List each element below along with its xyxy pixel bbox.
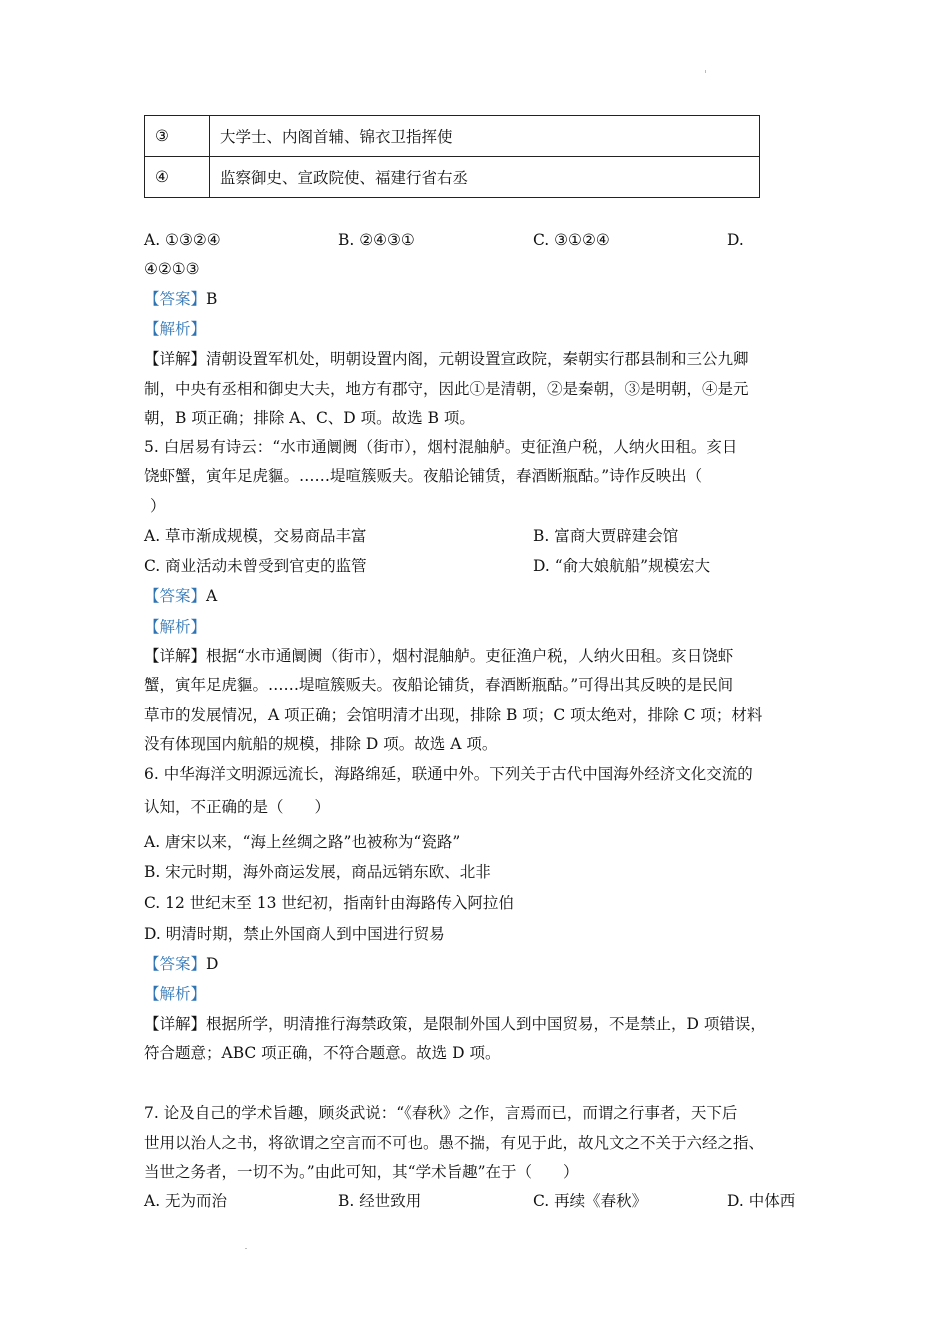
q5-option-b: B. 富商大贾辟建会馆 (533, 527, 679, 545)
q5-stem-line-2: 饶虾蟹，寅年足虎貙。……堤喧簇贩夫。夜船论铺赁，春酒断瓶酤。”诗作反映出（ (144, 467, 703, 485)
q4-option-d: D. (727, 231, 744, 249)
q7-stem-line-3: 当世之务者，一切不为。”由此可知，其“学术旨趣”在于（ ） (144, 1163, 579, 1181)
q4-answer (144, 289, 217, 309)
q6-stem-line-2: 认知，不正确的是（ ） (144, 798, 331, 816)
page-marker-dot (705, 70, 706, 73)
q5-answer (144, 586, 217, 606)
q7-option-b: B. 经世致用 (338, 1192, 422, 1210)
q6-detail-line-2: 符合题意；ABC 项正确，不符合题意。故选 D 项。 (144, 1044, 501, 1062)
q5-detail-line-3: 草市的发展情况，A 项正确；会馆明清才出现，排除 B 项；C 项太绝对，排除 C 项；材料 (144, 706, 763, 724)
options-table (144, 115, 760, 198)
q5-detail-line-1 (144, 646, 733, 666)
q7-stem-line-2: 世用以治人之书，将欲谓之空言而不可也。愚不揣，有见于此，故凡文之不关于六经之指、 (144, 1134, 765, 1152)
q7-stem-line-1: 7. 论及自己的学术旨趣，顾炎武说：“《春秋》之作，言焉而已，而谓之行事者，天下后 (144, 1104, 738, 1122)
table-cell-text: 大学士、内阁首辅、锦衣卫指挥使 (210, 116, 760, 157)
q5-detail-line-2: 蟹，寅年足虎貙。……堤喧簇贩夫。夜船论铺货，春酒断瓶酤。”可得出其反映的是民间 (144, 676, 734, 694)
q6-answer (144, 954, 218, 974)
detail-label: 【详解】 (144, 1015, 207, 1033)
answer-label: 【答案】 (144, 955, 207, 973)
q7-option-c: C. 再续《春秋》 (533, 1192, 648, 1210)
q6-stem-line-1: 6. 中华海洋文明源远流长，海路绵延，联通中外。下列关于古代中国海外经济文化交流的 (144, 765, 753, 783)
answer-value: B (206, 290, 218, 308)
q7-option-d: D. 中体西 (727, 1192, 796, 1210)
q5-option-a: A. 草市渐成规模，交易商品丰富 (144, 527, 367, 545)
q6-option-c: C. 12 世纪末至 13 世纪初，指南针由海路传入阿拉伯 (144, 894, 514, 912)
q4-option-b: B. ②④③① (338, 231, 415, 249)
detail-label: 【详解】 (144, 350, 207, 368)
detail-text: 清朝设置军机处，明朝设置内阁，元朝设置宣政院，秦朝实行郡县制和三公九卿 (206, 350, 749, 368)
table-row (145, 116, 760, 157)
q4-detail-line-2: 制，中央有丞相和御史大夫，地方有郡守，因此①是清朝，②是秦朝，③是明朝，④是元 (144, 380, 749, 398)
q4-option-d-value: ④②①③ (144, 260, 200, 278)
q4-analysis-label: 【解析】 (144, 320, 207, 338)
answer-label: 【答案】 (144, 587, 207, 605)
q4-detail-line-1 (144, 349, 749, 369)
q4-option-c: C. ③①②④ (533, 231, 610, 249)
q5-stem-line-3: ） (150, 497, 166, 515)
q6-detail-line-1 (144, 1014, 766, 1034)
q5-option-d: D. “俞大娘航船”规模宏大 (533, 557, 711, 575)
table-cell-text: 监察御史、宣政院使、福建行省右丞 (210, 157, 760, 198)
q4-option-a: A. ①③②④ (144, 231, 221, 249)
q6-option-b: B. 宋元时期，海外商运发展，商品远销东欧、北非 (144, 863, 491, 881)
table-cell-number: ③ (145, 116, 210, 157)
answer-value: D (206, 955, 219, 973)
q5-stem-line-1: 5. 白居易有诗云：“水市通阛阓（街市），烟村混舳舻。吏征渔户税，人纳火田租。亥日 (144, 438, 738, 456)
page-marker-dot (245, 1248, 247, 1249)
q6-option-a: A. 唐宋以来，“海上丝绸之路”也被称为“瓷路” (144, 833, 461, 851)
q6-option-d: D. 明清时期，禁止外国商人到中国进行贸易 (144, 925, 445, 943)
detail-label: 【详解】 (144, 647, 207, 665)
answer-value: A (206, 587, 218, 605)
q7-option-a: A. 无为而治 (144, 1192, 228, 1210)
table-row (145, 157, 760, 198)
detail-text: 根据所学，明清推行海禁政策，是限制外国人到中国贸易，不是禁止，D 项错误， (206, 1015, 766, 1033)
q4-detail-line-3: 朝，B 项正确；排除 A、C、D 项。故选 B 项。 (144, 409, 475, 427)
q5-analysis-label: 【解析】 (144, 618, 207, 636)
q6-analysis-label: 【解析】 (144, 985, 207, 1003)
q5-option-c: C. 商业活动未曾受到官吏的监管 (144, 557, 367, 575)
q5-detail-line-4: 没有体现国内航船的规模，排除 D 项。故选 A 项。 (144, 735, 498, 753)
answer-label: 【答案】 (144, 290, 207, 308)
table-cell-number: ④ (145, 157, 210, 198)
detail-text: 根据“水市通阛阓（街市），烟村混舳舻。吏征渔户税，人纳火田租。亥日饶虾 (206, 647, 734, 665)
